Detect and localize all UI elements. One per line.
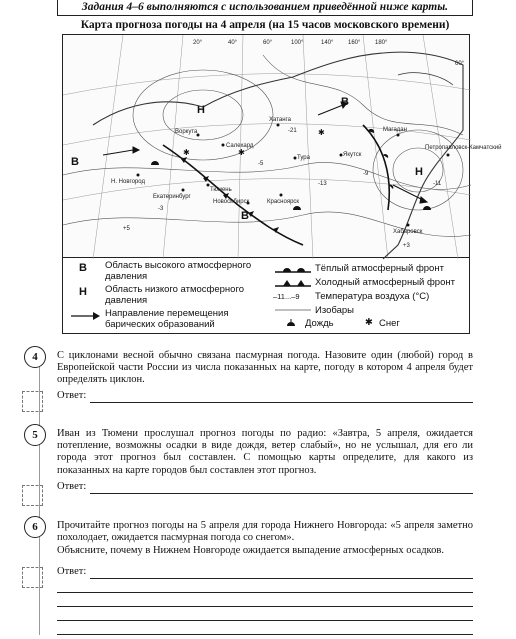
legend-high-symbol: В xyxy=(79,262,87,274)
city-tura: Тура xyxy=(297,155,310,161)
deg-label-140: 140° xyxy=(321,40,334,46)
legend-temp-label: Температура воздуха (°С) xyxy=(315,291,430,302)
svg-text:✱: ✱ xyxy=(183,148,190,157)
city-novosibirsk: Новосибирск xyxy=(213,199,250,205)
temp-4: -5 xyxy=(258,161,264,167)
deg-label-100: 100° xyxy=(291,40,304,46)
isobar-icon xyxy=(275,306,311,314)
answer-box-5[interactable] xyxy=(22,485,43,506)
temp-5: -3 xyxy=(158,206,164,212)
map-legend xyxy=(62,258,470,334)
low-pressure-2: Н xyxy=(415,166,423,178)
city-tyumen: Тюмень xyxy=(210,187,232,193)
city-khatanga: Хатанга xyxy=(269,117,291,123)
deg-label-40: 40° xyxy=(228,40,238,46)
rain-icon xyxy=(285,317,297,329)
cold-front-icon xyxy=(275,278,311,288)
high-pressure-3: В xyxy=(241,210,249,222)
city-krasnoyarsk: Красноярск xyxy=(267,199,300,205)
city-ekaterinburg: Екатеринбург xyxy=(153,194,191,200)
temp-6: -11 xyxy=(433,181,442,187)
question-number-5: 5 xyxy=(24,424,46,446)
legend-warm-front: Тёплый атмосферный фронт xyxy=(315,263,444,274)
answer-line-6e[interactable] xyxy=(57,634,473,635)
temp-1: -21 xyxy=(288,128,297,134)
legend-snow: Снег xyxy=(379,318,400,329)
weather-map-drawing xyxy=(63,35,502,259)
city-yakutsk: Якутск xyxy=(343,152,362,158)
warm-front-icon xyxy=(275,264,311,274)
answer-box-6[interactable] xyxy=(22,567,43,588)
answer-line-4[interactable] xyxy=(90,402,473,403)
answer-label-6: Ответ: xyxy=(57,566,87,577)
header-instruction: Задания 4–6 выполняются с использованием приведённой ниже карты. xyxy=(57,0,473,16)
question-text-6: Прочитайте прогноз погоды на 5 апреля для города Нижнего Новгорода: «5 апреля заметно похолодает, ожидается пасмурная погода со снегом». xyxy=(57,520,473,544)
question-text-6b: Объясните, почему в Нижнем Новгороде ожидается выпадение атмосферных осадков. xyxy=(57,545,444,556)
high-pressure-2: В xyxy=(341,96,349,108)
low-pressure-1: Н xyxy=(197,104,205,116)
question-text-5: Иван из Тюмени прослушал прогноз погоды по радио: «Завтра, 5 апреля, ожидается потепление, возможны осадки в виде дождя, ветер слабый», но не услышал, для его ли города этот прогноз был составлен. С помощью карты определите, для какого из показанных на карте городов был составлен этот прогноз. xyxy=(57,428,473,476)
svg-text:✱: ✱ xyxy=(238,148,245,157)
answer-line-6d[interactable] xyxy=(57,620,473,621)
legend-direction-label: Направление перемещения барических образований xyxy=(105,308,229,330)
deg-label-180: 180° xyxy=(375,40,388,46)
legend-isobars: Изобары xyxy=(315,305,354,316)
question-number-6: 6 xyxy=(24,516,46,538)
temp-3: -13 xyxy=(318,181,327,187)
answer-line-6a[interactable] xyxy=(90,578,473,579)
weather-map xyxy=(62,34,502,258)
temp-2: -9 xyxy=(363,171,369,177)
city-vorkuta: Воркута xyxy=(175,129,198,135)
city-khabarovsk: Хабаровск xyxy=(393,229,423,235)
question-text-4: С циклонами весной обычно связана пасмурная погода. Назовите один (любой) город в Европейской части России из числа показанных на карте, погоду в котором 4 апреля будет определять циклон. xyxy=(57,350,473,386)
deg-label-60-right: 60° xyxy=(455,61,465,67)
legend-temp-sample: –11...–9 xyxy=(273,292,300,301)
deg-label-20: 20° xyxy=(193,40,203,46)
legend-low-label: Область низкого атмосферного давления xyxy=(105,284,244,306)
temp-7: +5 xyxy=(123,226,130,232)
temp-8: +3 xyxy=(403,243,410,249)
answer-line-5[interactable] xyxy=(90,493,473,494)
deg-label-60: 60° xyxy=(263,40,273,46)
city-n-novgorod: Н. Новгород xyxy=(111,179,145,185)
answer-box-4[interactable] xyxy=(22,391,43,412)
high-pressure-1: В xyxy=(71,156,79,168)
city-pkamchatsky: Петропавловск-Камчатский xyxy=(425,145,502,151)
answer-line-6c[interactable] xyxy=(57,606,473,607)
snow-icon: ✱ xyxy=(365,317,373,328)
answer-label-4: Ответ: xyxy=(57,390,87,401)
legend-rain: Дождь xyxy=(305,318,334,329)
legend-high-label: Область высокого атмосферного давления xyxy=(105,260,252,282)
legend-low-symbol: Н xyxy=(79,286,87,298)
city-magadan: Магадан xyxy=(383,127,407,133)
question-number-4: 4 xyxy=(24,346,46,368)
map-title: Карта прогноза погоды на 4 апреля (на 15 часов московского времени) xyxy=(80,19,450,31)
svg-text:✱: ✱ xyxy=(318,128,325,137)
city-salekhard: Салехард xyxy=(226,143,254,149)
legend-cold-front: Холодный атмосферный фронт xyxy=(315,277,455,288)
answer-line-6b[interactable] xyxy=(57,592,473,593)
answer-label-5: Ответ: xyxy=(57,481,87,492)
deg-label-160: 160° xyxy=(348,40,361,46)
arrow-icon xyxy=(69,311,101,321)
